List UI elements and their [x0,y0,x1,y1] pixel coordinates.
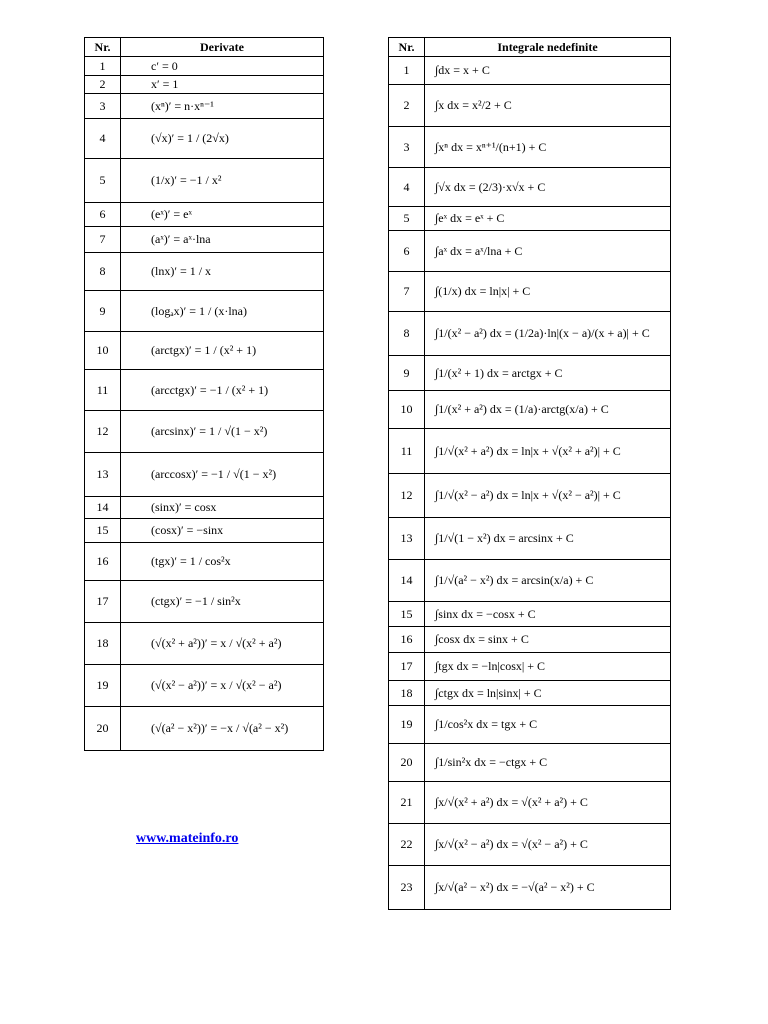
derivative-row [85,253,324,291]
derivative-formula: (aˣ)′ = aˣ·lna [121,227,324,253]
integral-formula: ∫cosx dx = sinx + C [425,627,671,653]
integral-formula: ∫ctgx dx = ln|sinx| + C [425,681,671,706]
integral-formula: ∫1/sin²x dx = −ctgx + C [425,744,671,782]
derivatives-header-row [85,38,324,57]
integral-row-number: 12 [389,474,425,518]
derivative-row-number: 17 [85,581,121,623]
integral-formula: ∫x/√(x² + a²) dx = √(x² + a²) + C [425,782,671,824]
integral-formula: ∫1/√(1 − x²) dx = arcsinx + C [425,518,671,560]
derivative-row-number: 10 [85,332,121,370]
integral-row-number: 1 [389,57,425,85]
integral-row-number: 3 [389,127,425,168]
derivative-row [85,543,324,581]
integral-row-number: 20 [389,744,425,782]
integral-formula: ∫x dx = x²/2 + C [425,85,671,127]
integral-row [389,474,671,518]
derivative-row-number: 13 [85,453,121,497]
integral-row [389,681,671,706]
derivative-formula: (√(a² − x²))′ = −x / √(a² − x²) [121,707,324,751]
integral-row [389,356,671,391]
integral-row-number: 10 [389,391,425,429]
integral-row-number: 15 [389,602,425,627]
derivative-row-number: 19 [85,665,121,707]
integral-row [389,127,671,168]
integral-row-number: 11 [389,429,425,474]
derivative-formula: c′ = 0 [121,57,324,76]
integral-row-number: 14 [389,560,425,602]
integral-formula: ∫1/cos²x dx = tgx + C [425,706,671,744]
derivative-row-number: 11 [85,370,121,411]
derivative-formula: (1/x)′ = −1 / x² [121,159,324,203]
derivative-row-number: 9 [85,291,121,332]
derivative-row-number: 8 [85,253,121,291]
integral-formula: ∫tgx dx = −ln|cosx| + C [425,653,671,681]
integral-row [389,602,671,627]
integral-row-number: 23 [389,866,425,910]
integral-formula: ∫x/√(a² − x²) dx = −√(a² − x²) + C [425,866,671,910]
integral-formula: ∫√x dx = (2/3)·x√x + C [425,168,671,207]
derivative-row-number: 1 [85,57,121,76]
derivatives-table [84,37,324,751]
derivative-row-number: 14 [85,497,121,519]
derivative-row [85,203,324,227]
integral-formula: ∫x/√(x² − a²) dx = √(x² − a²) + C [425,824,671,866]
integral-row-number: 21 [389,782,425,824]
mateinfo-link[interactable]: www.mateinfo.ro [136,831,239,846]
integral-row [389,312,671,356]
derivative-row [85,665,324,707]
derivative-formula: (cosx)′ = −sinx [121,519,324,543]
integral-row-number: 2 [389,85,425,127]
integral-row-number: 16 [389,627,425,653]
integral-row [389,518,671,560]
derivative-row [85,57,324,76]
integral-formula: ∫1/(x² − a²) dx = (1/2a)·ln|(x − a)/(x + a)| + C [425,312,671,356]
derivative-formula: (arccosx)′ = −1 / √(1 − x²) [121,453,324,497]
derivative-row-number: 15 [85,519,121,543]
derivative-formula: (logₐx)′ = 1 / (x·lna) [121,291,324,332]
integral-formula: ∫1/√(x² + a²) dx = ln|x + √(x² + a²)| + C [425,429,671,474]
derivative-row [85,291,324,332]
derivative-row-number: 20 [85,707,121,751]
derivatives-header-nr: Nr. [85,38,121,57]
integral-row-number: 5 [389,207,425,231]
integral-row-number: 13 [389,518,425,560]
derivative-formula: (arcsinx)′ = 1 / √(1 − x²) [121,411,324,453]
derivatives-body [85,57,324,751]
integral-formula: ∫dx = x + C [425,57,671,85]
derivative-row [85,497,324,519]
integral-row [389,560,671,602]
integrals-header-row [389,38,671,57]
integral-row-number: 6 [389,231,425,272]
derivative-row [85,581,324,623]
integral-row [389,866,671,910]
integral-row [389,429,671,474]
derivative-row [85,94,324,119]
integral-row [389,653,671,681]
integral-row [389,272,671,312]
integral-row-number: 7 [389,272,425,312]
integral-row-number: 9 [389,356,425,391]
derivative-row-number: 7 [85,227,121,253]
integral-row-number: 17 [389,653,425,681]
derivative-formula: (√(x² + a²))′ = x / √(x² + a²) [121,623,324,665]
integral-row [389,231,671,272]
derivative-row-number: 12 [85,411,121,453]
derivative-formula: (arcctgx)′ = −1 / (x² + 1) [121,370,324,411]
derivative-row-number: 2 [85,76,121,94]
derivative-formula: (ctgx)′ = −1 / sin²x [121,581,324,623]
integral-formula: ∫1/√(a² − x²) dx = arcsin(x/a) + C [425,560,671,602]
derivative-row [85,227,324,253]
integral-formula: ∫1/(x² + 1) dx = arctgx + C [425,356,671,391]
integral-row [389,627,671,653]
integrals-table [388,37,671,910]
integral-row [389,57,671,85]
derivative-row [85,332,324,370]
integral-row [389,744,671,782]
derivative-row-number: 16 [85,543,121,581]
derivative-formula: (tgx)′ = 1 / cos²x [121,543,324,581]
derivative-row [85,519,324,543]
integrals-header-title: Integrale nedefinite [425,38,671,57]
integral-row [389,824,671,866]
derivative-row-number: 3 [85,94,121,119]
integral-row [389,168,671,207]
derivative-row [85,76,324,94]
integral-row [389,706,671,744]
integral-row-number: 8 [389,312,425,356]
derivative-row-number: 4 [85,119,121,159]
integral-row [389,85,671,127]
derivative-row [85,707,324,751]
integral-formula: ∫1/(x² + a²) dx = (1/a)·arctg(x/a) + C [425,391,671,429]
integrals-header-nr: Nr. [389,38,425,57]
derivatives-header-title: Derivate [121,38,324,57]
integral-row [389,782,671,824]
integral-row-number: 19 [389,706,425,744]
derivative-row-number: 5 [85,159,121,203]
integral-row-number: 22 [389,824,425,866]
derivative-row [85,453,324,497]
derivative-row-number: 6 [85,203,121,227]
derivative-formula: (xⁿ)′ = n·xⁿ⁻¹ [121,94,324,119]
integrals-body [389,57,671,910]
integral-formula: ∫aˣ dx = aˣ/lna + C [425,231,671,272]
derivative-formula: (sinx)′ = cosx [121,497,324,519]
derivative-formula: (arctgx)′ = 1 / (x² + 1) [121,332,324,370]
derivative-formula: (lnx)′ = 1 / x [121,253,324,291]
derivative-row [85,119,324,159]
integral-row [389,391,671,429]
integral-row [389,207,671,231]
integral-formula: ∫eˣ dx = eˣ + C [425,207,671,231]
derivative-row-number: 18 [85,623,121,665]
derivative-row [85,159,324,203]
integral-row-number: 4 [389,168,425,207]
derivative-formula: (√(x² − a²))′ = x / √(x² − a²) [121,665,324,707]
derivative-formula: (eˣ)′ = eˣ [121,203,324,227]
integral-formula: ∫1/√(x² − a²) dx = ln|x + √(x² − a²)| + C [425,474,671,518]
derivative-row [85,623,324,665]
integral-formula: ∫xⁿ dx = xⁿ⁺¹/(n+1) + C [425,127,671,168]
integral-row-number: 18 [389,681,425,706]
derivative-row [85,370,324,411]
derivative-formula: x′ = 1 [121,76,324,94]
derivative-row [85,411,324,453]
integral-formula: ∫sinx dx = −cosx + C [425,602,671,627]
integral-formula: ∫(1/x) dx = ln|x| + C [425,272,671,312]
derivative-formula: (√x)′ = 1 / (2√x) [121,119,324,159]
